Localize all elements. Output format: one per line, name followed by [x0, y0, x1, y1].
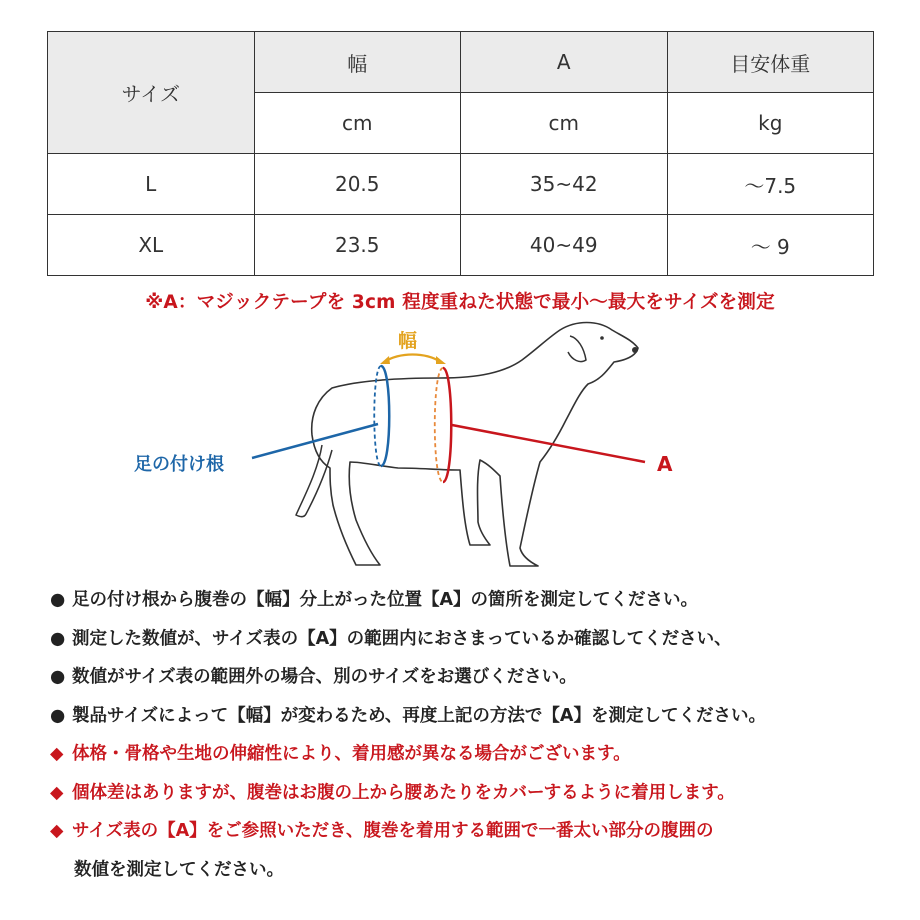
measurement-note: ※A：マジックテープを 3cm 程度重ねた状態で最小～最大をサイズを測定: [145, 292, 775, 313]
list-item-continuation: 数値を測定してください。: [74, 859, 284, 880]
header-a: A: [461, 32, 668, 93]
dog-tail: [296, 445, 332, 517]
header-size: サイズ: [48, 32, 255, 154]
dog-nose: [632, 347, 638, 353]
list-item: [50, 660, 910, 699]
unit-weight: kg: [667, 93, 874, 154]
dog-ear: [568, 336, 586, 362]
size-table: [47, 31, 874, 276]
list-item: [50, 814, 910, 853]
bullet-circle: ●: [50, 705, 66, 726]
leg-base-ring-front: [381, 366, 389, 466]
list-item-text: 数値がサイズ表の範囲外の場合、別のサイズをお選びください。: [72, 667, 577, 687]
width-arrow-head-left: [380, 356, 390, 364]
cell-size: L: [48, 154, 255, 215]
instruction-list: [50, 583, 910, 891]
bullet-circle: ●: [50, 628, 66, 649]
list-item-text: 体格・骨格や生地の伸縮性により、着用感が異なる場合がございます。: [72, 744, 631, 764]
bullet-diamond: ◆: [50, 744, 64, 764]
a-ring-front: [443, 368, 451, 482]
cell-weight: ～7.5: [667, 154, 874, 215]
list-item-text: サイズ表の【A】をご参照いただき、腹巻を着用する範囲で一番太い部分の腹囲の: [72, 821, 714, 841]
bullet-diamond: ◆: [50, 821, 64, 841]
cell-size: XL: [48, 215, 255, 276]
label-a: A: [657, 452, 673, 476]
list-item: [50, 699, 910, 738]
cell-width: 23.5: [254, 215, 461, 276]
bullet-circle: ●: [50, 590, 66, 610]
label-leg-base: 足の付け根: [134, 454, 224, 475]
leg-base-pointer: [252, 424, 378, 458]
list-item-text: 測定した数値が、サイズ表の【A】の範囲内におさまっているか確認してください、: [72, 628, 732, 649]
unit-width: cm: [254, 93, 461, 154]
list-item-text: 製品サイズによって【幅】が変わるため、再度上記の方法で【A】を測定してください。: [72, 705, 766, 726]
list-item-text: 足の付け根から腹巻の【幅】分上がった位置【A】の箇所を測定してください。: [72, 590, 699, 610]
unit-a: cm: [461, 93, 668, 154]
list-item: [50, 737, 910, 776]
dog-diagram: [0, 318, 920, 580]
table-row: [48, 215, 874, 276]
dog-outline: [312, 323, 638, 567]
cell-a: 40~49: [461, 215, 668, 276]
width-arrow-head-right: [436, 356, 446, 364]
label-width: 幅: [398, 330, 418, 352]
cell-a: 35~42: [461, 154, 668, 215]
a-ring-back: [435, 368, 443, 482]
width-arrow: [384, 355, 441, 363]
header-width: 幅: [254, 32, 461, 93]
header-weight: 目安体重: [667, 32, 874, 93]
cell-width: 20.5: [254, 154, 461, 215]
dog-eye: [600, 336, 604, 340]
list-item: [50, 776, 910, 815]
cell-weight: ～ 9: [667, 215, 874, 276]
list-item: [50, 583, 910, 622]
bullet-circle: ●: [50, 667, 66, 687]
list-item-text: 個体差はありますが、腹巻はお腹の上から腰あたりをカバーするように着用します。: [72, 782, 735, 803]
a-pointer: [452, 425, 645, 462]
list-item: [50, 622, 910, 661]
table-row: [48, 154, 874, 215]
bullet-diamond: ◆: [50, 782, 64, 803]
